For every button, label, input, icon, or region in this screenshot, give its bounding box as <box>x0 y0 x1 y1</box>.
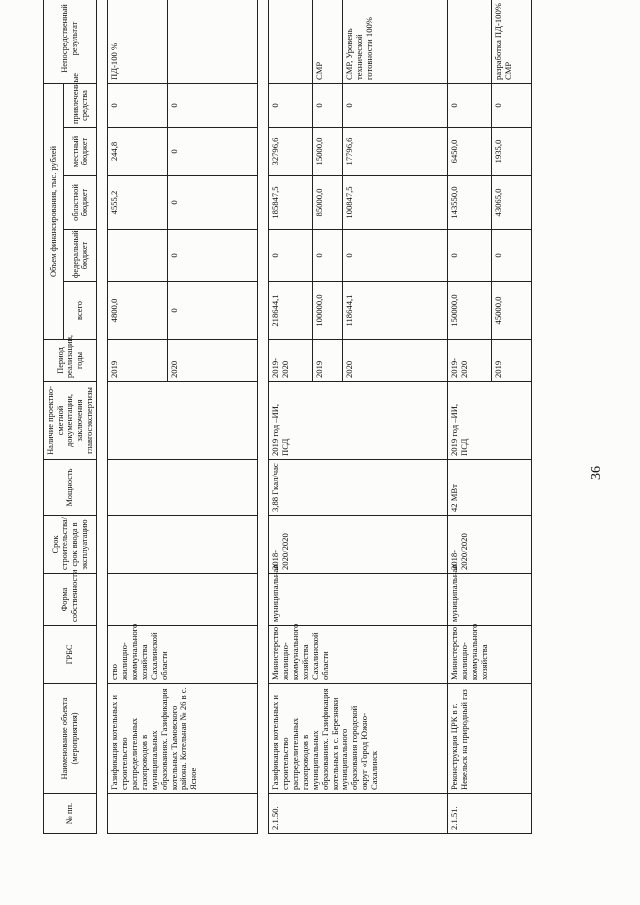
period-cell: 2019 <box>108 340 168 382</box>
local-cell: 6450,0 <box>448 128 492 176</box>
row-num <box>108 794 258 834</box>
attracted-cell: 0 <box>313 84 343 128</box>
result-cell: ПД-100 % <box>108 0 168 84</box>
row-grbs: ство жилищно-коммунального хозяйства Сахалинской области <box>108 626 258 684</box>
regional-cell: 143550,0 <box>448 176 492 230</box>
rotated-content <box>5 3 635 870</box>
total-cell: 100000,0 <box>313 282 343 340</box>
row-docs <box>108 382 258 460</box>
row-ownership: муниципальная <box>448 574 532 626</box>
regional-cell: 4555,2 <box>108 176 168 230</box>
header-ownership: Форма собственности <box>44 574 97 626</box>
attracted-cell: 0 <box>343 84 448 128</box>
row-ownership <box>108 574 258 626</box>
result-cell <box>269 0 313 84</box>
regional-cell: 43065,0 <box>492 176 532 230</box>
result-cell <box>168 0 258 84</box>
row-term: 2018-2020/2020 <box>448 516 532 574</box>
attracted-cell: 0 <box>108 84 168 128</box>
local-cell: 17796,6 <box>343 128 448 176</box>
row-term <box>108 516 258 574</box>
row-capacity: 42 МВт <box>448 460 532 516</box>
total-cell: 45000,0 <box>492 282 532 340</box>
regional-cell: 100847,5 <box>343 176 448 230</box>
attracted-cell: 0 <box>269 84 313 128</box>
row-num: 2.1.51. <box>448 794 532 834</box>
federal-cell: 0 <box>492 230 532 282</box>
row-capacity <box>108 460 258 516</box>
federal-cell: 0 <box>343 230 448 282</box>
header-funding: Объем финансирования, тыс. рублей <box>44 84 64 340</box>
row-name: Газификация котельных и строительство распределительных газопроводов в муниципальных образованиях. Газификация котельных в с. Березняки муниципального образования городской округ «Город Южно-Сахалинск <box>269 684 448 794</box>
regional-cell: 85000,0 <box>313 176 343 230</box>
local-cell: 244,8 <box>108 128 168 176</box>
header-num: № пп. <box>44 794 97 834</box>
row-grbs: Министерство жилищно-коммунального хозяйства <box>448 626 532 684</box>
total-cell: 218644,1 <box>269 282 313 340</box>
total-cell: 150000,0 <box>448 282 492 340</box>
total-cell: 4800,0 <box>108 282 168 340</box>
local-cell: 0 <box>168 128 258 176</box>
row-num: 2.1.50. <box>269 794 448 834</box>
period-cell: 2020 <box>168 340 258 382</box>
header-name: Наименование объекта (мероприятия) <box>44 684 97 794</box>
header-grbs: ГРБС <box>44 626 97 684</box>
local-cell: 15000,0 <box>313 128 343 176</box>
header-term: Срок строительства/срок ввода в эксплуатацию <box>44 516 97 574</box>
regional-cell: 185847,5 <box>269 176 313 230</box>
federal-cell: 0 <box>448 230 492 282</box>
header-result: Непосредственный результат <box>44 0 97 84</box>
row-docs: 2019 год –ИИ, ПСД <box>269 382 448 460</box>
result-cell: СМР, Уровень технической готовности 100% <box>343 0 448 84</box>
row-capacity: 3,88 Гкал/час <box>269 460 448 516</box>
total-cell: 118644,1 <box>343 282 448 340</box>
federal-cell: 0 <box>168 230 258 282</box>
row-grbs: Министерство жилищно-коммунального хозяйства Сахалинской области <box>269 626 448 684</box>
period-cell: 2019 <box>313 340 343 382</box>
attracted-cell: 0 <box>448 84 492 128</box>
period-cell: 2020 <box>343 340 448 382</box>
row-ownership: муниципальная <box>269 574 448 626</box>
header-attracted: привлеченные средства <box>64 84 97 128</box>
period-cell: 2019-2020 <box>448 340 492 382</box>
row-name: Газификация котельных и строительство распределительных газопроводов в муниципальных образованиях. Газификация котельных Тымовского района. Котельная № 26 в с. Ясное <box>108 684 258 794</box>
header-total: всего <box>64 282 97 340</box>
federal-cell: 0 <box>269 230 313 282</box>
header-local: местный бюджет <box>64 128 97 176</box>
federal-cell: 0 <box>313 230 343 282</box>
header-federal: федеральный бюджет <box>64 230 97 282</box>
result-cell: СМР <box>313 0 343 84</box>
row-term: 2018-2020/2020 <box>269 516 448 574</box>
row-name: Реконструкция ЦРК в г. Невельск на природный газ <box>448 684 532 794</box>
row-docs: 2019 год –ИИ, ПСД <box>448 382 532 460</box>
regional-cell: 0 <box>168 176 258 230</box>
result-cell: разработка ПД-100% СМР <box>492 0 532 84</box>
federal-cell <box>108 230 168 282</box>
attracted-cell: 0 <box>168 84 258 128</box>
header-docs: Наличие проектно-сметной документации, заключения главгосэкспертизы <box>44 382 97 460</box>
page-number: 36 <box>589 466 604 480</box>
total-cell: 0 <box>168 282 258 340</box>
header-capacity: Мощность <box>44 460 97 516</box>
period-cell: 2019 <box>492 340 532 382</box>
result-cell <box>448 0 492 84</box>
attracted-cell: 0 <box>492 84 532 128</box>
local-cell: 1935,0 <box>492 128 532 176</box>
local-cell: 32796,6 <box>269 128 313 176</box>
period-cell: 2019-2020 <box>269 340 313 382</box>
funding-table <box>43 0 532 834</box>
header-period: Период реализации, годы <box>44 340 97 382</box>
header-regional: областной бюджет <box>64 176 97 230</box>
